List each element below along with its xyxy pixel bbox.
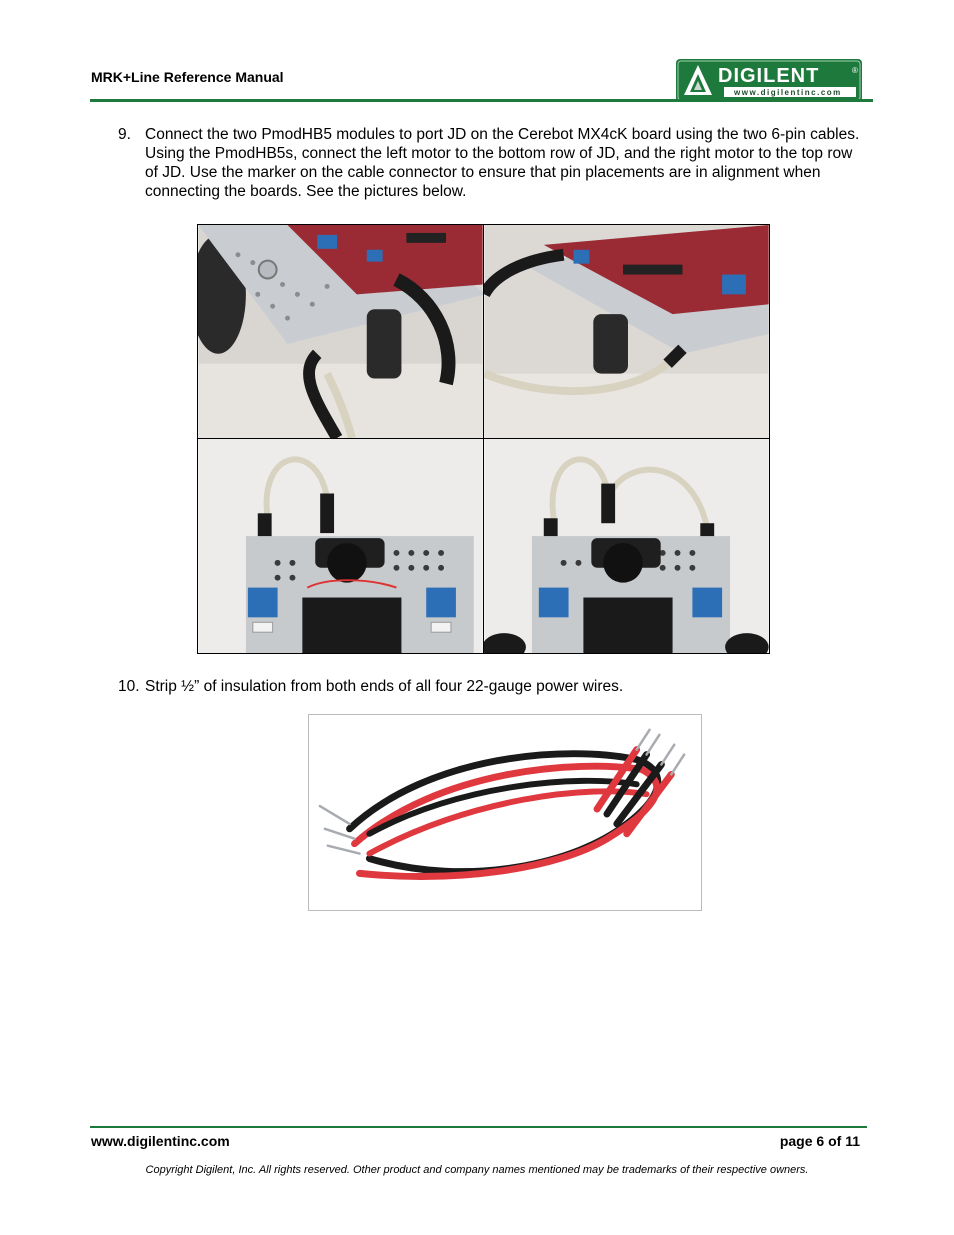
photo-cable-connection-right <box>483 224 770 439</box>
step-number: 10. <box>118 678 140 695</box>
svg-text:www.digilentinc.com: www.digilentinc.com <box>734 88 842 97</box>
step-text: Strip ½” of insulation from both ends of all four 22-gauge power wires. <box>145 678 624 695</box>
step-number: 9. <box>118 126 131 143</box>
document-title: MRK+Line Reference Manual <box>91 69 284 85</box>
footer-divider <box>90 1126 867 1128</box>
photo-pmodhb5-top-view-right <box>483 438 770 654</box>
photo-pmodhb5-top-view-left <box>197 438 484 654</box>
step-text: Connect the two PmodHB5 modules to port JD on the Cerebot MX4cK board using the two 6-pin cables. Using the PmodHB5s, connect the left motor to the bottom row of JD, and the right motor to the top row of JD. Use the marker on the cable connector to ensure that pin placements are in alignment when connecting the boards. See the pictures below. <box>145 126 860 200</box>
digilent-logo <box>676 59 862 102</box>
photo-cable-connection-left <box>197 224 484 439</box>
photo-stripped-power-wires <box>308 714 702 911</box>
copyright-notice: Copyright Digilent, Inc. All rights reserved. Other product and company names mentioned may be trademarks of their respective owners. <box>145 1164 809 1176</box>
header-divider <box>90 99 873 102</box>
svg-text:®: ® <box>852 66 858 75</box>
svg-text:DIGILENT: DIGILENT <box>718 65 820 87</box>
footer-url: www.digilentinc.com <box>91 1133 230 1149</box>
page-number: page 6 of 11 <box>779 1133 860 1149</box>
